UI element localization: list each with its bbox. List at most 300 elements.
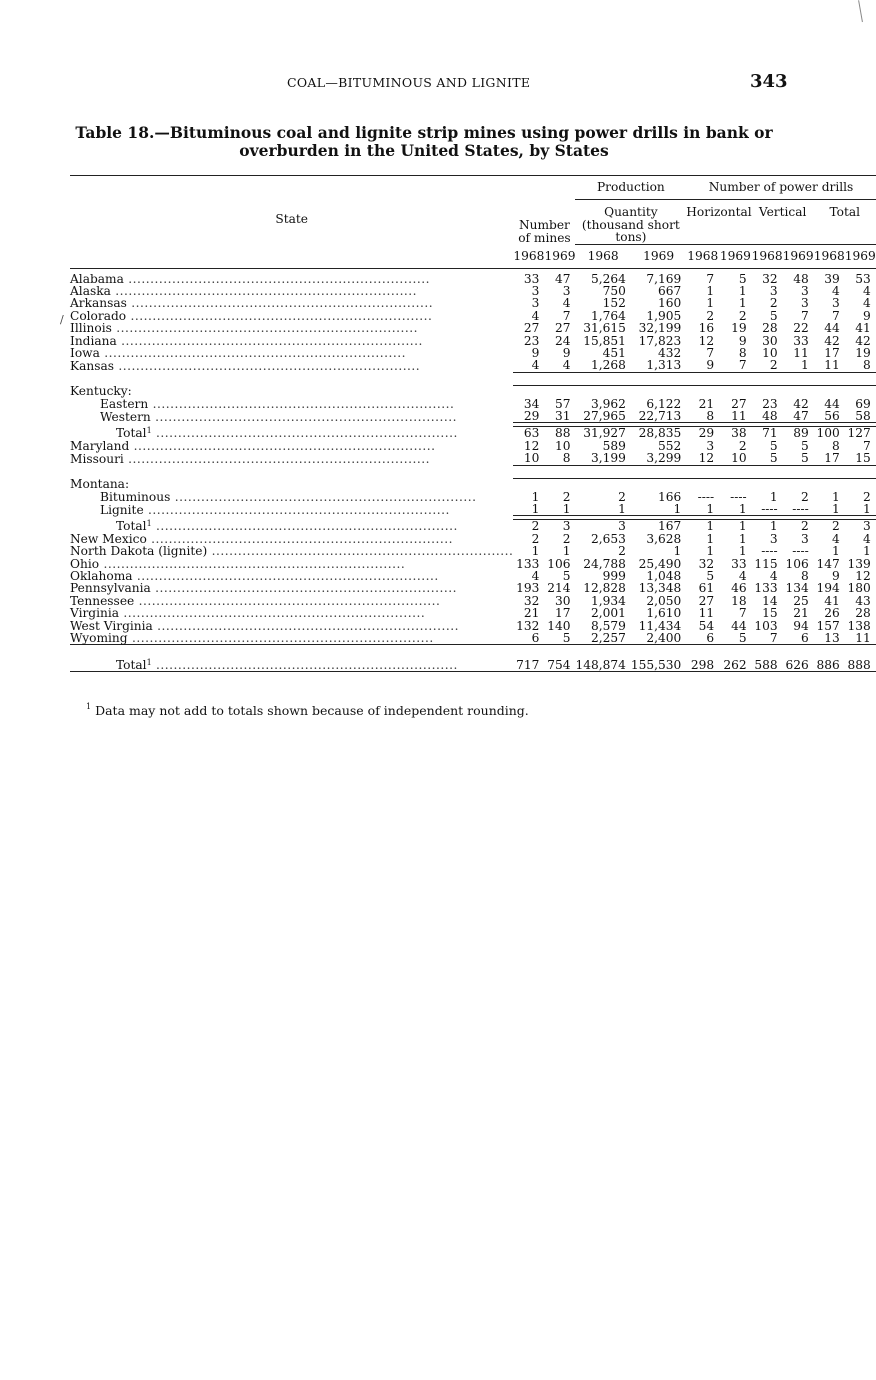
value-cell: 9 xyxy=(706,358,715,373)
value-cell: 1 xyxy=(831,489,840,504)
state-cell xyxy=(70,491,513,503)
value-cell: 5 xyxy=(562,631,571,646)
value-cell: 27 xyxy=(698,593,715,608)
value-cell: 1 xyxy=(769,519,778,534)
value-cell: 1,313 xyxy=(646,358,682,373)
value-cell: 88 xyxy=(554,426,571,441)
state-label: Iowa xyxy=(70,345,100,360)
value-cell: 48 xyxy=(793,271,809,286)
value-cell: 2 xyxy=(863,489,871,504)
value-cell: 180 xyxy=(847,581,871,596)
value-cell: 29 xyxy=(523,409,540,424)
value-cell: 32,199 xyxy=(638,321,682,336)
spacer-row xyxy=(70,645,876,656)
value-cell xyxy=(544,478,575,490)
value-cell: 5 xyxy=(769,451,778,466)
value-cell: 32 xyxy=(523,593,540,608)
dot-leader xyxy=(170,490,476,504)
value-cell: 115 xyxy=(754,556,778,571)
value-cell: 32 xyxy=(698,556,715,571)
value-cell: 262 xyxy=(723,657,747,672)
year-header: 1968 xyxy=(687,248,719,263)
value-cell: 12 xyxy=(523,438,540,453)
value-cell: 12 xyxy=(698,451,715,466)
value-cell: 32 xyxy=(762,271,778,286)
value-cell: 3 xyxy=(531,283,540,298)
value-cell: 26 xyxy=(824,606,840,621)
value-cell: 3 xyxy=(706,438,715,453)
value-cell: 19 xyxy=(731,321,747,336)
value-cell: 3,299 xyxy=(646,451,682,466)
value-cell: 4 xyxy=(531,569,540,584)
table-body xyxy=(70,268,876,672)
value-cell: 4 xyxy=(863,283,871,298)
value-cell: 8 xyxy=(738,345,747,360)
value-cell: 1 xyxy=(738,519,747,534)
value-cell: 298 xyxy=(690,657,715,672)
value-cell: 4 xyxy=(863,531,871,546)
value-cell: 9 xyxy=(738,333,747,348)
total-column-header: Total xyxy=(814,200,876,245)
value-cell: 16 xyxy=(698,321,715,336)
state-label: Illinois xyxy=(70,321,112,336)
value-cell: 4 xyxy=(531,308,540,323)
value-cell xyxy=(719,478,752,490)
value-cell: 2 xyxy=(800,519,809,534)
value-cell: 100 xyxy=(816,426,840,441)
value-cell: 6 xyxy=(531,631,540,646)
value-cell: 133 xyxy=(754,581,778,596)
value-cell: 69 xyxy=(855,396,871,411)
value-cell: 4 xyxy=(562,358,571,373)
state-label: Alaska xyxy=(70,283,111,298)
value-cell: 28,835 xyxy=(638,426,682,441)
value-cell: 432 xyxy=(658,345,682,360)
table-row xyxy=(70,491,876,503)
total-row xyxy=(70,655,876,671)
value-cell: 9 xyxy=(831,569,840,584)
value-cell: 27,965 xyxy=(583,409,626,424)
value-cell xyxy=(631,385,686,397)
value-cell: 1 xyxy=(831,544,840,559)
value-cell: 23 xyxy=(762,396,778,411)
value-cell: 7 xyxy=(863,438,871,453)
value-cell: 3 xyxy=(769,531,778,546)
value-cell: 39 xyxy=(824,271,840,286)
value-cell: 3 xyxy=(562,283,571,298)
value-cell: 33 xyxy=(523,271,540,286)
value-cell: 589 xyxy=(602,438,626,453)
value-cell: 23 xyxy=(523,333,540,348)
value-cell: 750 xyxy=(602,283,626,298)
value-cell: 33 xyxy=(793,333,809,348)
value-cell: 3 xyxy=(800,296,809,311)
state-label: Total xyxy=(116,657,147,672)
value-cell: 21 xyxy=(793,606,809,621)
value-cell: 5 xyxy=(800,451,809,466)
value-cell: 3,199 xyxy=(590,451,626,466)
value-cell: 155,530 xyxy=(630,657,682,672)
year-header: 1969 xyxy=(544,248,576,263)
state-label: Lignite xyxy=(100,502,144,517)
state-label: Missouri xyxy=(70,451,124,466)
value-cell: 28 xyxy=(762,321,778,336)
value-cell: 1 xyxy=(562,544,571,559)
dot-leader xyxy=(144,503,450,517)
value-cell: 886 xyxy=(816,657,840,672)
year-header: 1969 xyxy=(719,248,751,263)
value-cell: 5 xyxy=(738,631,747,646)
value-cell: 1,268 xyxy=(590,358,626,373)
value-cell: 11 xyxy=(731,409,747,424)
value-cell: 5 xyxy=(769,308,778,323)
value-cell xyxy=(575,478,630,490)
state-label: Oklahoma xyxy=(70,569,133,584)
value-cell: 999 xyxy=(602,569,626,584)
margin-mark xyxy=(858,0,865,22)
dot-leader xyxy=(129,439,435,453)
value-cell: 1 xyxy=(562,502,571,516)
value-cell: 2 xyxy=(531,531,540,546)
footnote-ref: 1 xyxy=(146,426,152,436)
value-cell: 6 xyxy=(706,631,715,646)
value-cell: ---- xyxy=(761,544,778,559)
dot-leader xyxy=(151,410,457,424)
page-number: 343 xyxy=(750,71,788,92)
value-cell: 12,828 xyxy=(583,581,626,596)
value-cell: 27 xyxy=(731,396,747,411)
vertical-column-header: Vertical xyxy=(752,200,814,245)
table-row xyxy=(70,347,876,359)
value-cell: 21 xyxy=(698,396,715,411)
value-cell: 3,962 xyxy=(590,396,626,411)
state-label: Montana: xyxy=(70,477,130,492)
value-cell: 157 xyxy=(816,618,840,633)
value-cell: 667 xyxy=(658,283,682,298)
horizontal-column-header: Horizontal xyxy=(686,200,751,245)
value-cell: 2 xyxy=(562,489,571,504)
value-cell: 7 xyxy=(831,308,840,323)
table-row xyxy=(70,503,876,516)
value-cell: 4 xyxy=(831,531,840,546)
value-cell: 24,788 xyxy=(583,556,626,571)
value-cell: 7 xyxy=(800,308,809,323)
value-cell: 5 xyxy=(800,438,809,453)
value-cell: 138 xyxy=(847,618,871,633)
state-label: West Virginia xyxy=(70,618,153,633)
state-label: Tennessee xyxy=(70,593,135,608)
state-label: Wyoming xyxy=(70,631,128,646)
value-cell: 15 xyxy=(855,451,871,466)
dot-leader xyxy=(100,346,406,360)
production-column-header: Production xyxy=(575,176,686,200)
value-cell: 4 xyxy=(738,569,747,584)
value-cell: 15,851 xyxy=(583,333,626,348)
value-cell: 147 xyxy=(816,556,840,571)
value-cell: 4 xyxy=(831,283,840,298)
value-cell: 48 xyxy=(762,409,778,424)
caption-line-2: overburden in the United States, by States xyxy=(239,141,609,160)
value-cell: 2 xyxy=(738,308,747,323)
table-caption xyxy=(70,124,778,160)
value-cell: 17 xyxy=(554,606,571,621)
value-cell: 1 xyxy=(673,502,682,516)
value-cell: 58 xyxy=(855,409,871,424)
value-cell: 41 xyxy=(824,593,840,608)
value-cell: 34 xyxy=(523,396,540,411)
value-cell: 7 xyxy=(706,271,715,286)
value-cell: 9 xyxy=(562,345,571,360)
value-cell: 2,400 xyxy=(646,631,682,646)
value-cell: 18 xyxy=(731,593,747,608)
value-cell: 22 xyxy=(793,321,809,336)
value-cell xyxy=(783,385,814,397)
value-cell: 1 xyxy=(531,489,540,504)
value-cell: 3 xyxy=(618,519,626,534)
value-cell xyxy=(783,478,814,490)
value-cell: 17,823 xyxy=(638,333,682,348)
strip-mines-table xyxy=(70,175,876,672)
table-header xyxy=(70,176,876,269)
value-cell: 1 xyxy=(706,502,715,516)
value-cell: 1,934 xyxy=(590,593,626,608)
value-cell: 17 xyxy=(824,345,840,360)
dot-leader xyxy=(128,631,434,645)
value-cell: 31,615 xyxy=(583,321,626,336)
value-cell: 8 xyxy=(800,569,809,584)
value-cell xyxy=(752,478,783,490)
value-cell: 25,490 xyxy=(638,556,682,571)
value-cell: 2 xyxy=(618,489,626,504)
value-cell: 12 xyxy=(698,333,715,348)
value-cell: 15 xyxy=(762,606,778,621)
dot-leader xyxy=(152,658,458,672)
value-cell: 3 xyxy=(531,296,540,311)
value-cell xyxy=(513,478,544,490)
dot-leader xyxy=(148,397,454,411)
value-cell: 47 xyxy=(554,271,571,286)
value-cell: 6 xyxy=(800,631,809,646)
value-cell xyxy=(513,385,544,397)
value-cell: 41 xyxy=(855,321,871,336)
value-cell: 888 xyxy=(847,657,871,672)
state-cell xyxy=(70,359,513,372)
value-cell: 11 xyxy=(698,606,715,621)
value-cell: 1 xyxy=(531,544,540,559)
state-label: Arkansas xyxy=(70,296,127,311)
dot-leader xyxy=(124,452,430,466)
value-cell: 2 xyxy=(831,519,840,534)
value-cell: 94 xyxy=(793,618,809,633)
value-cell xyxy=(686,478,719,490)
value-cell: 10 xyxy=(523,451,540,466)
state-label: Pennsylvania xyxy=(70,581,151,596)
value-cell: 28 xyxy=(855,606,871,621)
value-cell: ---- xyxy=(761,502,778,516)
value-cell: 9 xyxy=(863,308,871,323)
value-cell: 42 xyxy=(793,396,809,411)
state-label: Total xyxy=(116,426,147,441)
value-cell: ---- xyxy=(730,489,747,504)
value-cell: 56 xyxy=(824,409,840,424)
value-cell: 44 xyxy=(824,321,840,336)
spacer-row xyxy=(70,465,876,478)
state-cell xyxy=(70,398,513,410)
value-cell: 9 xyxy=(531,345,540,360)
state-label: Maryland xyxy=(70,438,130,453)
caption-line-1: Table 18.—Bituminous coal and lignite strip mines using power drills in bank or xyxy=(75,123,773,142)
state-cell xyxy=(70,440,513,452)
value-cell: 1 xyxy=(706,531,715,546)
value-cell: 3 xyxy=(800,531,809,546)
state-label: Total xyxy=(116,519,147,534)
value-cell: 54 xyxy=(698,618,715,633)
value-cell xyxy=(631,478,686,490)
value-cell: 194 xyxy=(816,581,840,596)
value-cell: 1,610 xyxy=(646,606,682,621)
value-cell: 3 xyxy=(831,296,840,311)
value-cell: 42 xyxy=(824,333,840,348)
value-cell: 1 xyxy=(738,544,747,559)
table-row xyxy=(70,359,876,372)
value-cell: 3 xyxy=(769,283,778,298)
value-cell: 8 xyxy=(562,451,571,466)
value-cell: 10 xyxy=(554,438,571,453)
value-cell: 1 xyxy=(738,283,747,298)
value-cell: 47 xyxy=(793,409,809,424)
state-label: Indiana xyxy=(70,333,117,348)
value-cell: 2,050 xyxy=(646,593,682,608)
value-cell: 1 xyxy=(706,544,715,559)
value-cell: 160 xyxy=(658,296,682,311)
value-cell: 44 xyxy=(824,396,840,411)
state-cell xyxy=(70,632,513,645)
year-header: 1969 xyxy=(782,248,814,263)
value-cell: 8 xyxy=(706,409,715,424)
value-cell: 8 xyxy=(831,438,840,453)
value-cell: 7 xyxy=(706,345,715,360)
value-cell: 17 xyxy=(824,451,840,466)
value-cell xyxy=(719,385,752,397)
value-cell: 7 xyxy=(738,606,747,621)
value-cell: 1 xyxy=(618,502,626,516)
value-cell: 42 xyxy=(855,333,871,348)
value-cell: 30 xyxy=(762,333,778,348)
table-row xyxy=(70,632,876,645)
value-cell: 7,169 xyxy=(646,271,682,286)
value-cell: 5 xyxy=(706,569,715,584)
value-cell: 1 xyxy=(706,296,715,311)
state-label: North Dakota (lignite) xyxy=(70,544,208,559)
value-cell: 451 xyxy=(602,345,626,360)
value-cell: 2 xyxy=(618,544,626,559)
value-cell: 3,628 xyxy=(646,531,682,546)
value-cell: 7 xyxy=(769,631,778,646)
value-cell: 2 xyxy=(800,489,809,504)
value-cell xyxy=(814,478,845,490)
state-label: New Mexico xyxy=(70,531,147,546)
value-cell: 11,434 xyxy=(638,618,682,633)
year-header: 1968 xyxy=(513,248,545,263)
state-label: Bituminous xyxy=(100,489,171,504)
value-cell: ---- xyxy=(697,489,715,504)
value-cell: 10 xyxy=(731,451,747,466)
table-row xyxy=(70,398,876,410)
value-cell: 103 xyxy=(754,618,778,633)
drills-column-header: Number of power drills xyxy=(686,176,875,200)
value-cell: 2,257 xyxy=(590,631,626,646)
value-cell: 1 xyxy=(738,502,747,516)
state-label: Alabama xyxy=(70,271,124,286)
running-title: COAL—BITUMINOUS AND LIGNITE xyxy=(287,75,531,90)
value-cell: 166 xyxy=(658,489,682,504)
value-cell: 11 xyxy=(793,345,809,360)
value-cell: 140 xyxy=(547,618,571,633)
value-cell: 3 xyxy=(562,519,571,534)
value-cell: 1 xyxy=(738,531,747,546)
value-cell: 588 xyxy=(754,657,778,672)
value-cell: 1 xyxy=(531,502,540,516)
state-cell xyxy=(70,452,513,465)
value-cell: 53 xyxy=(855,271,871,286)
value-cell: 2 xyxy=(769,296,778,311)
state-cell xyxy=(70,503,513,516)
footnote-text: Data may not add to totals shown because of independent rounding. xyxy=(95,703,529,718)
value-cell: 1,048 xyxy=(646,569,682,584)
value-cell xyxy=(845,478,876,490)
value-cell: 4 xyxy=(562,296,571,311)
footnote xyxy=(86,703,529,718)
value-cell: 13,348 xyxy=(638,581,682,596)
value-cell: 2 xyxy=(531,519,540,534)
value-cell: 1 xyxy=(738,296,747,311)
value-cell: 132 xyxy=(516,618,540,633)
state-label: Ohio xyxy=(70,556,100,571)
state-label: Colorado xyxy=(70,308,127,323)
value-cell: 12 xyxy=(855,569,871,584)
value-cell: 31,927 xyxy=(583,426,626,441)
value-cell: 2 xyxy=(769,358,778,373)
value-cell: 4 xyxy=(769,569,778,584)
state-label: Virginia xyxy=(70,606,120,621)
value-cell: 2,653 xyxy=(590,531,626,546)
table-row xyxy=(70,452,876,465)
value-cell: 6,122 xyxy=(646,396,682,411)
value-cell: 1 xyxy=(769,489,778,504)
value-cell: 29 xyxy=(698,426,715,441)
value-cell: 89 xyxy=(793,426,809,441)
value-cell: 46 xyxy=(731,581,747,596)
footnote-ref: 1 xyxy=(146,657,152,667)
running-head xyxy=(0,73,872,93)
value-cell: 24 xyxy=(554,333,571,348)
value-cell: ---- xyxy=(792,544,809,559)
value-cell: 2 xyxy=(706,308,715,323)
value-cell: 27 xyxy=(523,321,540,336)
value-cell: 1 xyxy=(706,283,715,298)
value-cell: 38 xyxy=(731,426,747,441)
quantity-column-header: Quantity (thousand short tons) xyxy=(575,200,686,245)
value-cell: 7 xyxy=(562,308,571,323)
value-cell xyxy=(575,385,630,397)
value-cell: 61 xyxy=(698,581,715,596)
value-cell: 5 xyxy=(769,438,778,453)
value-cell: 127 xyxy=(847,426,871,441)
value-cell: 4 xyxy=(863,296,871,311)
value-cell: 5 xyxy=(738,271,747,286)
value-cell: 21 xyxy=(523,606,540,621)
value-cell: 552 xyxy=(658,438,682,453)
